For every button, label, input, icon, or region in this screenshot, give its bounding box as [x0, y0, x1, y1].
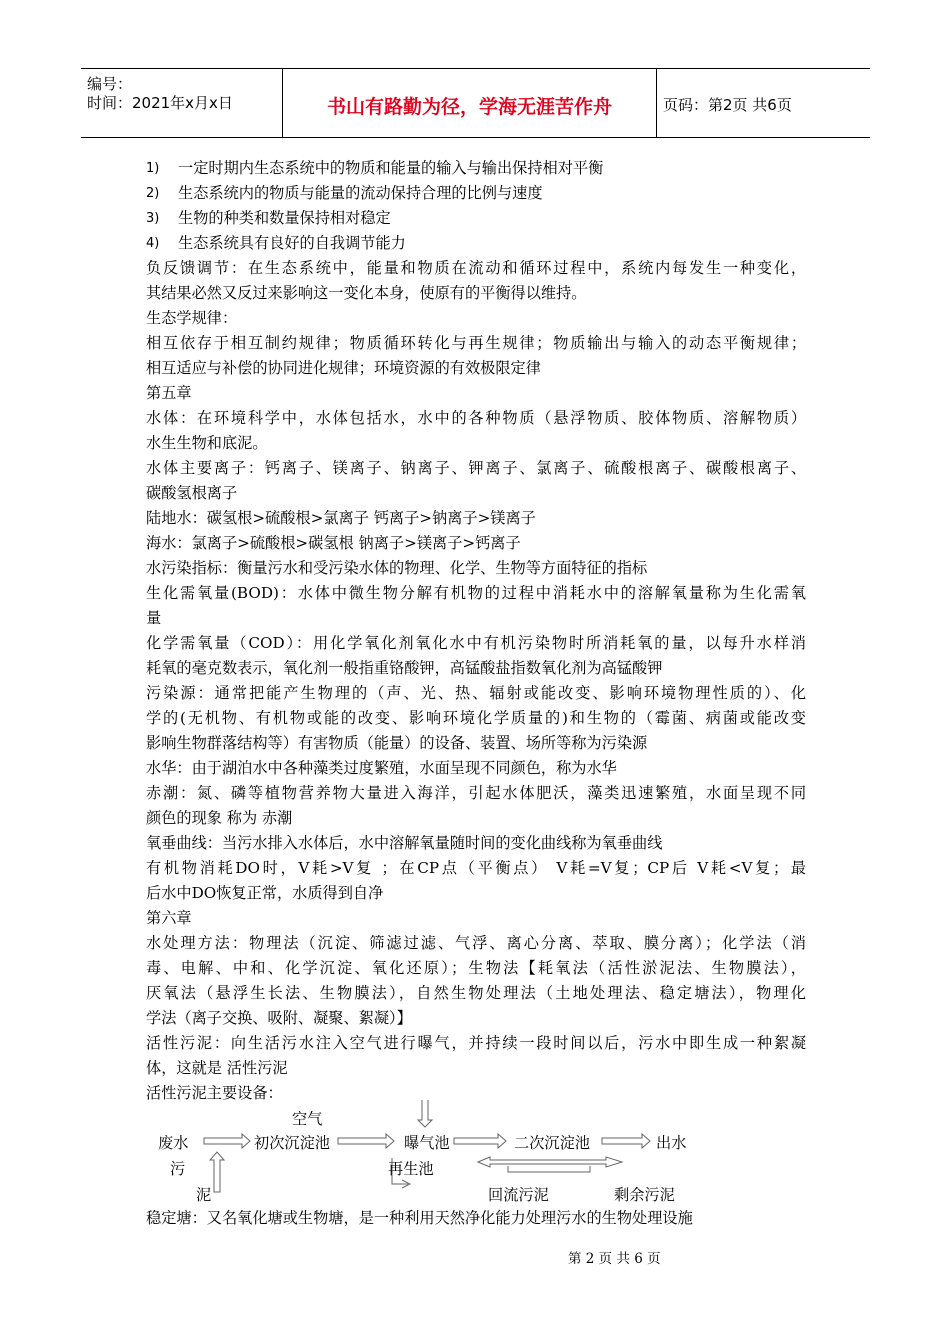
diagram-label-surplus-sludge: 剩余污泥 [614, 1186, 675, 1204]
diagram-label-sludge-2: 泥 [196, 1186, 212, 1204]
paragraph-line: 颜色的现象 称为 赤潮 [146, 809, 293, 827]
paragraph-line: 影响生物群落结构等）有害物质（能量）的设备、装置、场所等称为污染源 [146, 734, 648, 752]
paragraph-line: 水污染指标：衡量污水和受污染水体的物理、化学、生物等方面特征的指标 [146, 559, 648, 577]
diagram-label-primary-clarifier: 初次沉淀池 [254, 1134, 330, 1152]
paragraph-line: 赤潮：氮、磷等植物营养物大量进入海洋，引起水体肥沃，藻类迅速繁殖，水面呈现不同 [146, 784, 806, 802]
paragraph-line: 碳酸氢根离子 [146, 484, 238, 502]
paragraph-line: 水体：在环境科学中，水体包括水，水中的各种物质（悬浮物质、胶体物质、溶解物质） [146, 409, 806, 427]
activated-sludge-diagram [146, 1100, 746, 1208]
paragraph-line: 水华：由于湖泊水中各种藻类过度繁殖，水面呈现不同颜色，称为水华 [146, 759, 617, 777]
paragraph-line: 活性污泥：向生活污水注入空气进行曝气，并持续一段时间以后，污水中即生成一种絮凝 [146, 1034, 806, 1052]
doc-time-label: 时间：2021年x月x日 [87, 94, 233, 112]
diagram-label-wastewater: 废水 [158, 1134, 189, 1152]
paragraph-line: 耗氧的毫克数表示，氧化剂一般指重铬酸钾，高锰酸盐指数氧化剂为高锰酸钾 [146, 659, 663, 677]
paragraph-line: 后水中DO恢复正常，水质得到自净 [146, 884, 384, 902]
list-item [146, 181, 806, 206]
paragraph-line: 负反馈调节：在生态系统中，能量和物质在流动和循环过程中，系统内每发生一种变化， [146, 259, 806, 277]
diagram-label-air: 空气 [292, 1110, 323, 1128]
diagram-label-effluent: 出水 [656, 1134, 687, 1152]
paragraph-line: 学法（离子交换、吸附、凝聚、絮凝）】 [146, 1009, 412, 1027]
doc-number-label: 编号： [87, 75, 133, 93]
header-motto-cell [282, 69, 657, 137]
chapter-heading: 第五章 [146, 384, 192, 402]
diagram-label-aeration-tank: 曝气池 [404, 1134, 450, 1152]
list-number: 1) [146, 161, 160, 176]
list-number: 3) [146, 211, 160, 226]
page-header [81, 68, 870, 138]
document-body [146, 156, 806, 1106]
list-number: 2) [146, 186, 160, 201]
paragraph-line: 相互适应与补偿的协同进化规律；环境资源的有效极限定律 [146, 359, 541, 377]
header-page-label: 页码：第2页 共6页 [663, 96, 792, 114]
paragraph-line: 水生生物和底泥。 [146, 434, 268, 452]
paragraph-line: 污染源：通常把能产生物理的（声、光、热、辐射或能改变、影响环境物理性质的）、化 [146, 684, 806, 702]
list-item [146, 156, 806, 181]
paragraph-line: 海水：氯离子>硫酸根>碳氢根 钠离子>镁离子>钙离子 [146, 534, 521, 552]
page-footer: 第 2 页 共 6 页 [568, 1251, 661, 1267]
list-item [146, 231, 806, 256]
list-text: 生态系统内的物质与能量的流动保持合理的比例与速度 [178, 184, 543, 202]
paragraph-line: 有机物消耗DO时，V耗>V复 ；在CP点（平衡点） V耗=V复；CP后 V耗<V复；最 [146, 859, 806, 877]
section-heading: 生态学规律： [146, 309, 238, 327]
paragraph-line: 活性污泥主要设备： [146, 1084, 283, 1102]
header-motto: 书山有路勤为径，学海无涯苦作舟 [326, 96, 612, 118]
diagram-label-return-sludge: 回流污泥 [488, 1186, 549, 1204]
paragraph-line: 氧垂曲线：当污水排入水体后，水中溶解氧量随时间的变化曲线称为氧垂曲线 [146, 834, 663, 852]
paragraph-line: 陆地水：碳氢根>硫酸根>氯离子 钙离子>钠离子>镁离子 [146, 509, 536, 527]
list-text: 生态系统具有良好的自我调节能力 [178, 234, 406, 252]
paragraph-line: 水处理方法：物理法（沉淀、筛滤过滤、气浮、离心分离、萃取、膜分离）；化学法（消 [146, 934, 806, 952]
diagram-label-regeneration-tank: 再生池 [388, 1160, 434, 1178]
paragraph-line: 生化需氧量(BOD)：水体中微生物分解有机物的过程中消耗水中的溶解氧量称为生化需氧 [146, 584, 806, 602]
diagram-label-sludge-1: 污 [170, 1160, 186, 1178]
paragraph-line: 学的(无机物、有机物或能的改变、影响环境化学质量的)和生物的（霉菌、病菌或能改变 [146, 709, 806, 727]
paragraph-line: 量 [146, 609, 162, 627]
paragraph-line: 化学需氧量（COD）：用化学氧化剂氧化水中有机污染物时所消耗氧的量，以每升水样消 [146, 634, 806, 652]
paragraph-line: 毒、电解、中和、化学沉淀、氧化还原）；生物法【耗氧法（活性淤泥法、生物膜法）， [146, 959, 806, 977]
paragraph-line: 相互依存于相互制约规律；物质循环转化与再生规律；物质输出与输入的动态平衡规律； [146, 334, 806, 352]
list-item [146, 206, 806, 231]
list-text: 生物的种类和数量保持相对稳定 [178, 209, 391, 227]
chapter-heading: 第六章 [146, 909, 192, 927]
list-number: 4) [146, 236, 160, 251]
list-text: 一定时期内生态系统中的物质和能量的输入与输出保持相对平衡 [178, 159, 604, 177]
paragraph-line: 其结果必然又反过来影响这一变化本身，使原有的平衡得以维持。 [146, 284, 587, 302]
header-page-cell [655, 69, 870, 137]
paragraph-line: 体，这就是 活性污泥 [146, 1059, 288, 1077]
paragraph-line: 水体主要离子：钙离子、镁离子、钠离子、钾离子、氯离子、硫酸根离子、碳酸根离子、 [146, 459, 806, 477]
paragraph-line: 厌氧法（悬浮生长法、生物膜法），自然生物处理法（土地处理法、稳定塘法），物理化 [146, 984, 806, 1002]
paragraph-line: 稳定塘：又名氧化塘或生物塘，是一种利用天然净化能力处理污水的生物处理设施 [146, 1209, 693, 1227]
header-meta [81, 69, 282, 137]
diagram-label-secondary-clarifier: 二次沉淀池 [514, 1134, 590, 1152]
